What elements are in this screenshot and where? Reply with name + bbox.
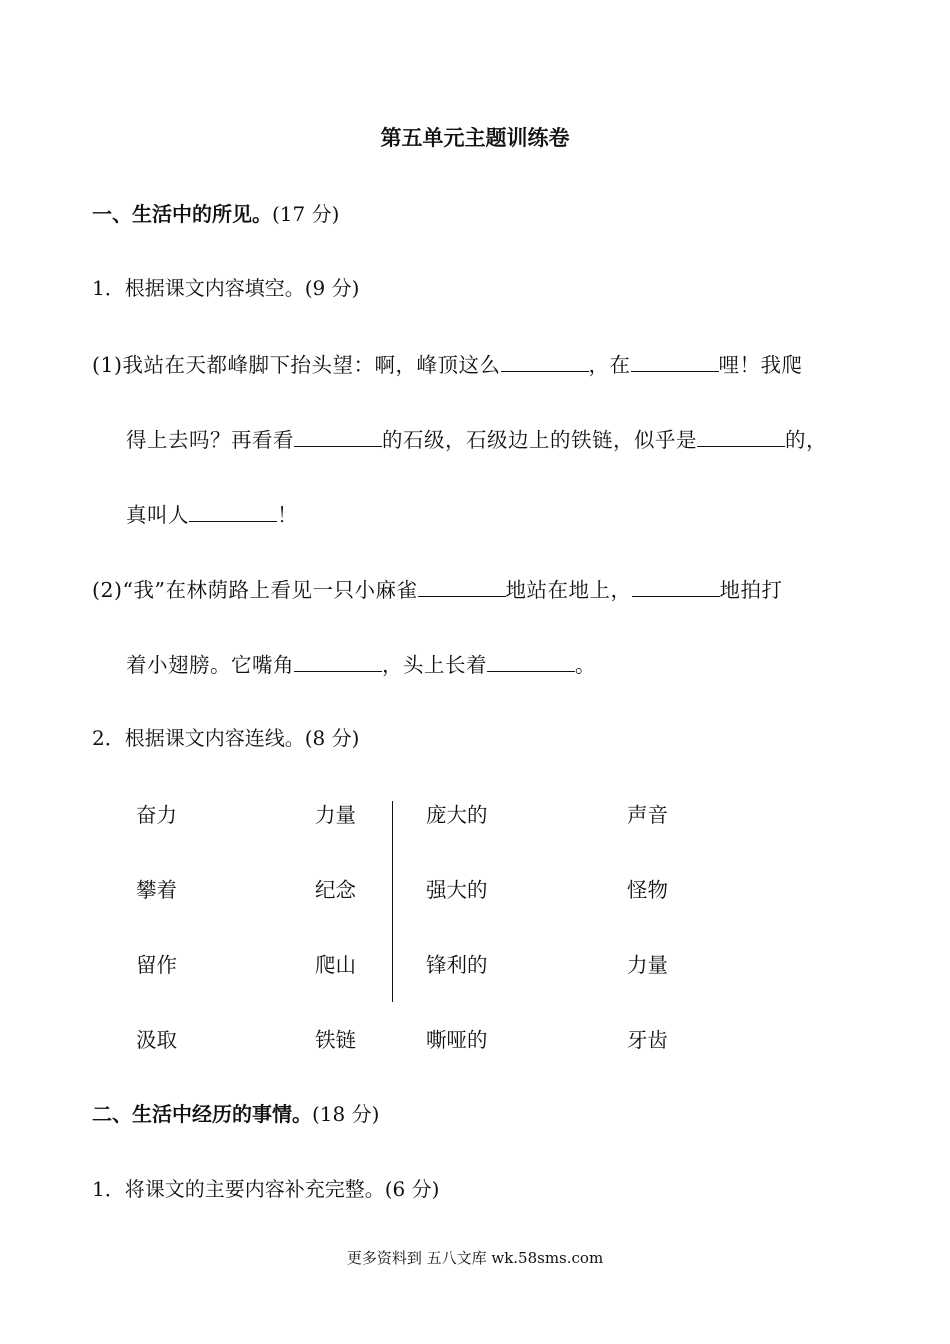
match-col4-item: 声音 xyxy=(627,803,668,827)
text: 哩！我爬 xyxy=(718,353,803,377)
text: 。 xyxy=(575,653,596,677)
text: 得上去吗？再看看 xyxy=(126,428,294,452)
text: (1)我站在天都峰脚下抬头望：啊，峰顶这么 xyxy=(92,353,501,377)
answer-blank[interactable] xyxy=(697,428,785,447)
q1-1-line-3 xyxy=(126,498,298,528)
match-col1-item: 留作 xyxy=(136,953,177,977)
match-col2-item: 纪念 xyxy=(315,878,356,902)
page-footer: 更多资料到 五八文库 wk.58sms.com xyxy=(346,1249,604,1267)
text: ！ xyxy=(277,503,298,527)
answer-blank[interactable] xyxy=(632,578,720,597)
answer-blank[interactable] xyxy=(487,653,575,672)
section-2-heading xyxy=(92,1098,379,1127)
text: (2)“我”在林荫路上看见一只小麻雀 xyxy=(92,578,418,602)
text: 的石级，石级边上的铁链，似乎是 xyxy=(382,428,697,452)
answer-blank[interactable] xyxy=(501,353,589,372)
text: ，头上长着 xyxy=(382,653,487,677)
section-2-title: 二、生活中经历的事情。 xyxy=(92,1102,312,1126)
section-1-heading xyxy=(92,198,339,227)
column-divider xyxy=(392,801,393,1002)
q1-2-line-1 xyxy=(92,573,783,603)
match-col1-item: 奋力 xyxy=(136,803,177,827)
match-col4-item: 牙齿 xyxy=(627,1028,668,1052)
text: 着小翅膀。它嘴角 xyxy=(126,653,294,677)
answer-blank[interactable] xyxy=(418,578,506,597)
answer-blank[interactable] xyxy=(189,503,277,522)
match-col2-item: 爬山 xyxy=(315,953,356,977)
text: 地站在地上， xyxy=(505,578,632,602)
answer-blank[interactable] xyxy=(294,428,382,447)
text: ，在 xyxy=(588,353,631,377)
text: 真叫人 xyxy=(126,503,189,527)
q1-1-line-2 xyxy=(126,423,827,453)
text: 地拍打 xyxy=(719,578,783,602)
text: 的， xyxy=(785,428,827,452)
section-1-title: 一、生活中的所见。 xyxy=(92,202,272,226)
section-1-score: (17 分) xyxy=(272,202,340,226)
q1-1-line-1 xyxy=(92,348,803,378)
answer-blank[interactable] xyxy=(631,353,719,372)
match-col1-item: 汲取 xyxy=(136,1028,177,1052)
answer-blank[interactable] xyxy=(294,653,382,672)
match-col3-item: 庞大的 xyxy=(426,803,488,827)
match-col3-item: 嘶哑的 xyxy=(426,1028,488,1052)
section-2-score: (18 分) xyxy=(312,1102,380,1126)
q1-2-line-2 xyxy=(126,648,596,678)
match-col2-item: 铁链 xyxy=(315,1028,356,1052)
page-title: 第五单元主题训练卷 xyxy=(380,126,570,150)
match-col1-item: 攀着 xyxy=(136,878,177,902)
question-2-label: 2．根据课文内容连线。(8 分) xyxy=(92,726,360,750)
match-col2-item: 力量 xyxy=(315,803,356,827)
match-col4-item: 怪物 xyxy=(627,878,668,902)
match-col3-item: 锋利的 xyxy=(426,953,488,977)
question-1-label: 1．根据课文内容填空。(9 分) xyxy=(92,276,360,300)
match-col4-item: 力量 xyxy=(627,953,668,977)
match-col3-item: 强大的 xyxy=(426,878,488,902)
question-3-label: 1．将课文的主要内容补充完整。(6 分) xyxy=(92,1177,440,1201)
